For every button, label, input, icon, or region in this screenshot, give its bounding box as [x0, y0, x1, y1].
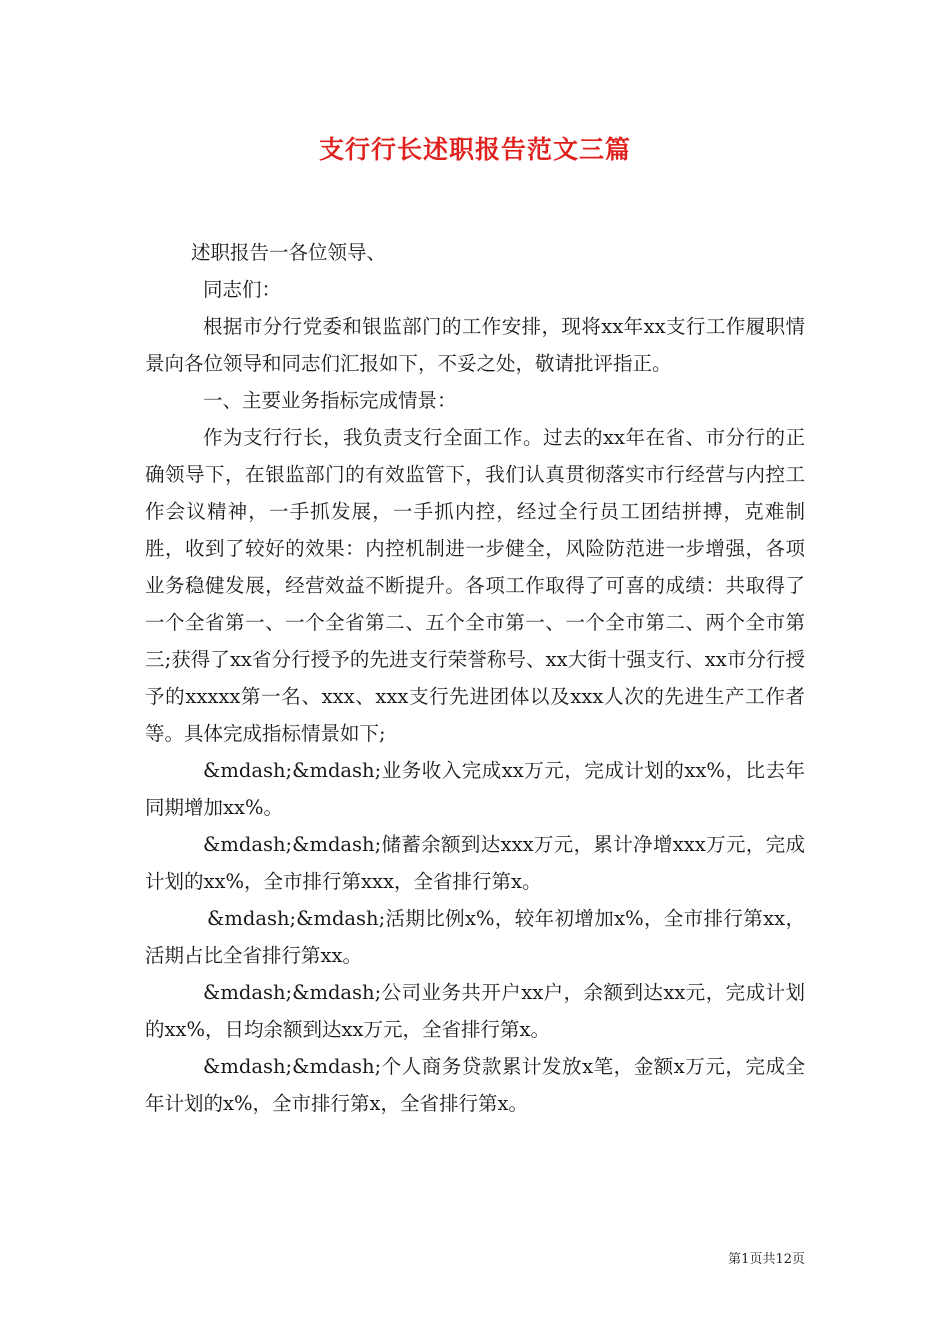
document-title: 支行行长述职报告范文三篇 — [318, 135, 631, 164]
paragraph-demand-ratio: &mdash;&mdash;活期比例x%，较年初增加x%，全市排行第xx，活期占比全省排行第xx。 — [145, 907, 805, 967]
paragraph-salutation: 述职报告一各位领导、 — [191, 241, 387, 264]
document-body — [145, 234, 805, 1122]
paragraph-intro: 根据市分行党委和银监部门的工作安排，现将xx年xx支行工作履职情景向各位领导和同志们汇报如下，不妥之处，敬请批评指正。 — [145, 315, 805, 375]
paragraph-comrades: 同志们： — [203, 278, 282, 301]
section-heading-1: 一、主要业务指标完成情景： — [203, 389, 457, 412]
paragraph-corporate: &mdash;&mdash;公司业务共开户xx户，余额到达xx元，完成计划的xx%，日均余额到达xx万元，全省排行第x。 — [145, 981, 805, 1041]
paragraph-personal-loans: &mdash;&mdash;个人商务贷款累计发放x笔，金额x万元，完成全年计划的x%，全市排行第x，全省排行第x。 — [145, 1055, 805, 1115]
paragraph-overview: 作为支行行长，我负责支行全面工作。过去的xx年在省、市分行的正确领导下，在银监部门的有效监管下，我们认真贯彻落实市行经营与内控工作会议精神，一手抓发展，一手抓内控，经过全行员工团结拼搏，克难制胜，收到了较好的效果：内控机制进一步健全，风险防范进一步增强，各项业务稳健发展，经营效益不断提升。各项工作取得了可喜的成绩：共取得了一个全省第一、一个全省第二、五个全市第一、一个全市第二、两个全市第三;获得了xx省分行授予的先进支行荣誉称号、xx大街十强支行、xx市分行授予的xxxxx第一名、xxx、xxx支行先进团体以及xxx人次的先进生产工作者等。具体完成指标情景如下; — [145, 426, 805, 745]
paragraph-revenue: &mdash;&mdash;业务收入完成xx万元，完成计划的xx%，比去年同期增加xx%。 — [145, 759, 805, 819]
paragraph-savings: &mdash;&mdash;储蓄余额到达xxx万元，累计净增xxx万元，完成计划的xx%，全市排行第xxx，全省排行第x。 — [145, 833, 805, 893]
page-number: 第1页共12页 — [728, 1252, 805, 1267]
